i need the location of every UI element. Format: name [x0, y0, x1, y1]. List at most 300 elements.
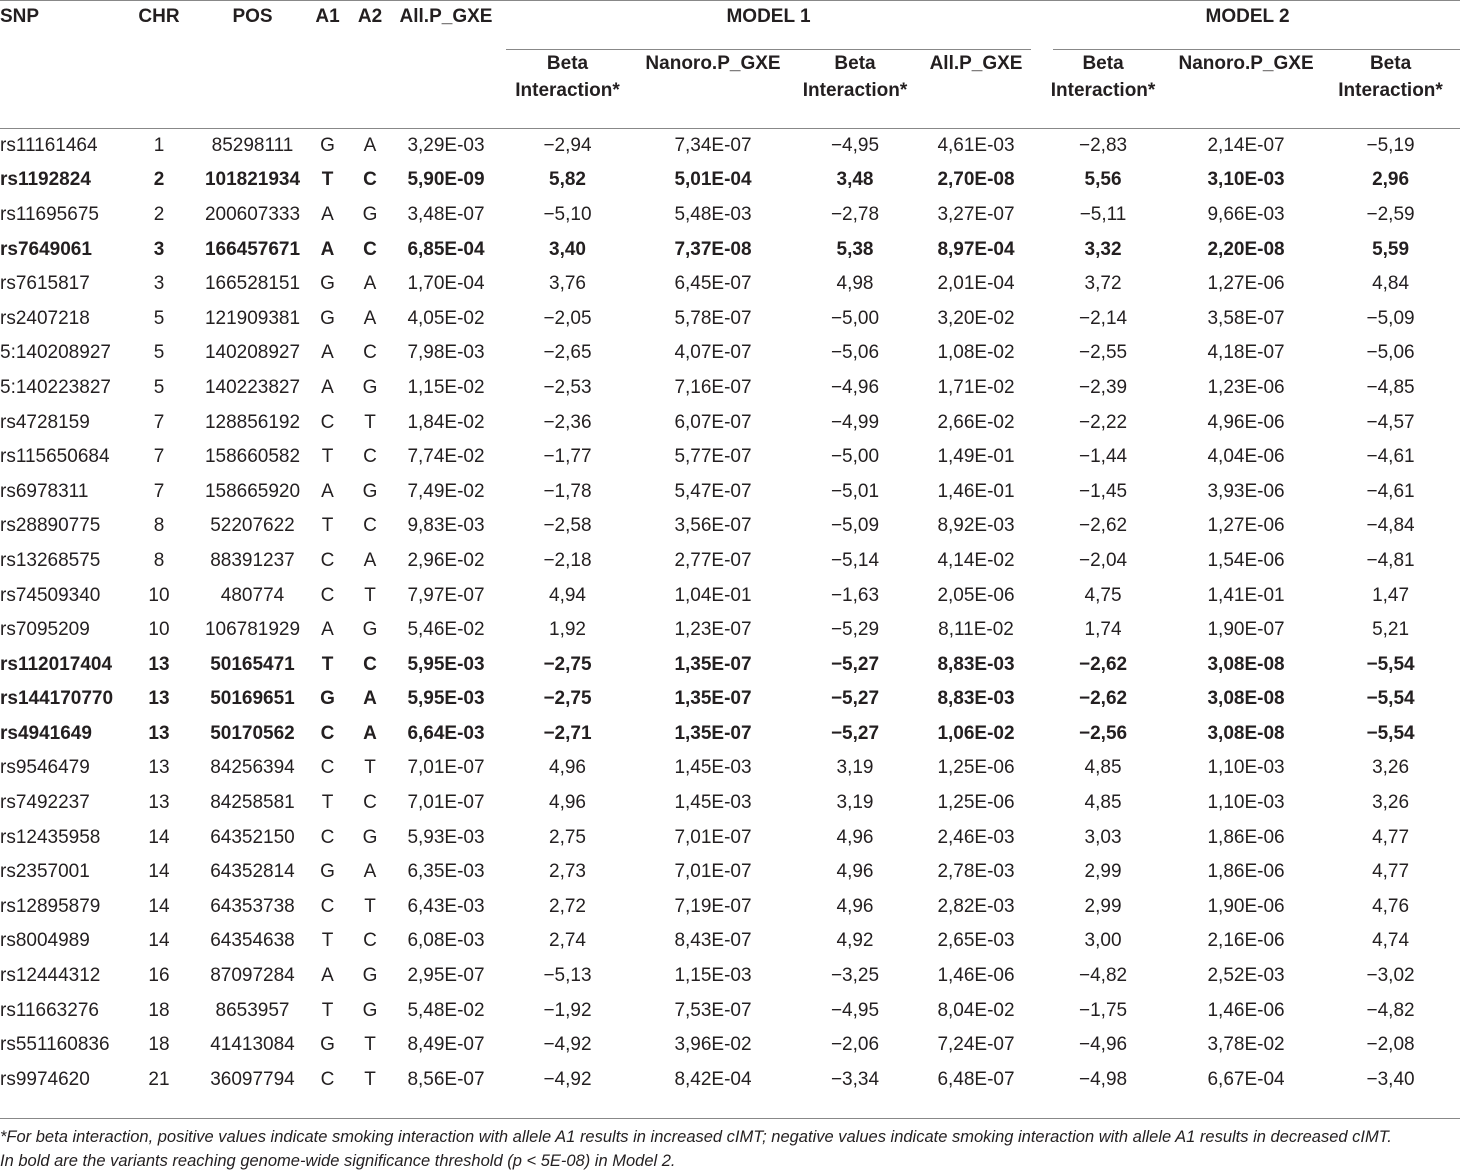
- cell-snp: 5:140208927: [0, 342, 111, 364]
- cell-pos: 8653957: [215, 999, 290, 1021]
- cell-m2-beta2: −5,54: [1366, 653, 1415, 675]
- m1-nanoro-header: Nanoro.P_GXE: [645, 53, 781, 74]
- cell-m1-beta1: 2,73: [549, 861, 586, 883]
- cell-m2-nanoro: 3,10E-03: [1207, 169, 1285, 191]
- cell-a2: T: [364, 584, 376, 606]
- cell-a1: T: [321, 169, 334, 191]
- cell-m1-beta1: −2,71: [543, 722, 592, 744]
- cell-m2-beta2: 5,59: [1372, 238, 1410, 260]
- cell-a1: A: [321, 203, 334, 225]
- cell-m1-beta2: −5,29: [830, 619, 880, 641]
- cell-chr: 14: [148, 826, 170, 848]
- cell-m1-beta1: −4,92: [543, 1034, 592, 1056]
- group-header-model2: [1035, 6, 1460, 50]
- cell-m1-beta1: −2,05: [543, 307, 592, 329]
- cell-m1-all: 1,46E-06: [937, 965, 1015, 987]
- cell-a1: C: [320, 1068, 335, 1090]
- cell-a1: T: [321, 446, 334, 468]
- cell-m1-all: 3,20E-02: [937, 307, 1015, 329]
- cell-m2-beta2: −5,06: [1366, 342, 1415, 364]
- cell-a2: A: [363, 273, 377, 295]
- cell-m2-nanoro: 3,78E-02: [1207, 1034, 1285, 1056]
- cell-m1-beta1: −2,75: [543, 688, 592, 710]
- cell-m1-all: 1,06E-02: [937, 722, 1015, 744]
- cell-m1-beta1: −2,36: [543, 411, 592, 433]
- cell-a2: G: [362, 826, 378, 848]
- table-row: [0, 336, 1460, 371]
- cell-pos: 50169651: [210, 688, 295, 710]
- cell-m2-beta1: −2,62: [1079, 688, 1128, 710]
- cell-m2-beta1: −2,55: [1079, 342, 1128, 364]
- cell-m1-nanoro: 3,56E-07: [674, 515, 752, 537]
- cell-a2: A: [363, 722, 377, 744]
- cell-a2: C: [363, 446, 377, 468]
- cell-snp: rs8004989: [0, 930, 90, 952]
- cell-m1-beta1: 2,72: [549, 895, 586, 917]
- cell-m1-beta1: −1,92: [543, 999, 592, 1021]
- cell-pos: 64352150: [210, 826, 295, 848]
- cell-m2-beta2: −2,59: [1366, 203, 1415, 225]
- cell-chr: 10: [148, 619, 170, 641]
- model2-label: MODEL 2: [1205, 6, 1290, 27]
- m2-beta2-header: Beta Interaction*: [1338, 53, 1443, 101]
- cell-snp: rs12444312: [0, 965, 101, 987]
- cell-m2-nanoro: 1,23E-06: [1207, 376, 1285, 398]
- cell-a2: A: [363, 688, 377, 710]
- cell-m1-all: 1,71E-02: [937, 376, 1015, 398]
- cell-a2: G: [362, 999, 378, 1021]
- cell-m2-nanoro: 1,54E-06: [1207, 549, 1285, 571]
- cell-m2-beta2: 4,74: [1372, 930, 1410, 952]
- cell-m2-beta2: −3,40: [1366, 1068, 1415, 1090]
- cell-m1-beta2: −2,78: [830, 203, 880, 225]
- cell-m1-beta1: −5,10: [543, 203, 592, 225]
- col-header-a1: A1: [315, 6, 340, 27]
- cell-all-p: 1,15E-02: [407, 376, 485, 398]
- cell-a1: T: [321, 653, 334, 675]
- cell-m1-nanoro: 8,43E-07: [674, 930, 752, 952]
- cell-m2-beta1: 2,99: [1084, 861, 1122, 883]
- cell-m2-nanoro: 4,96E-06: [1207, 411, 1285, 433]
- cell-chr: 8: [153, 549, 165, 571]
- cell-m1-beta1: −2,75: [543, 653, 592, 675]
- cell-snp: rs7649061: [0, 238, 92, 260]
- table-row: [0, 578, 1460, 613]
- cell-snp: rs9546479: [0, 757, 90, 779]
- cell-m1-nanoro: 1,35E-07: [674, 722, 752, 744]
- cell-m1-beta1: 1,92: [549, 619, 586, 641]
- cell-chr: 13: [148, 757, 170, 779]
- cell-m2-nanoro: 3,58E-07: [1207, 307, 1285, 329]
- footer-rule: [0, 1118, 1460, 1119]
- table-row: [0, 405, 1460, 440]
- cell-m1-nanoro: 4,07E-07: [674, 342, 752, 364]
- cell-all-p: 5,90E-09: [407, 169, 485, 191]
- cell-a1: C: [320, 722, 335, 744]
- cell-m2-beta1: −2,62: [1079, 515, 1128, 537]
- group-header-model1: [502, 6, 1035, 50]
- cell-pos: 41413084: [210, 1034, 295, 1056]
- cell-m2-beta2: −5,09: [1366, 307, 1415, 329]
- cell-all-p: 6,43E-03: [407, 895, 485, 917]
- cell-m1-all: 2,46E-03: [937, 826, 1015, 848]
- cell-a1: C: [320, 411, 335, 433]
- cell-a1: A: [321, 376, 334, 398]
- cell-m2-nanoro: 2,16E-06: [1207, 930, 1285, 952]
- cell-m2-nanoro: 1,46E-06: [1207, 999, 1285, 1021]
- cell-m1-nanoro: 1,15E-03: [674, 965, 752, 987]
- cell-chr: 13: [148, 792, 170, 814]
- footnote-1: *For beta interaction, positive values indicate smoking interaction with allele A1 results in increased cIMT; negative values indicate smoking interaction with allele A1 results in decreased cIMT.: [0, 1128, 1392, 1146]
- cell-m1-all: 2,65E-03: [937, 930, 1015, 952]
- cell-a2: A: [363, 134, 377, 156]
- cell-m1-beta1: 5,82: [549, 169, 586, 191]
- cell-m1-beta2: −5,27: [830, 653, 880, 675]
- cell-chr: 8: [153, 515, 165, 537]
- cell-snp: rs12895879: [0, 895, 101, 917]
- cell-a1: A: [320, 238, 335, 260]
- cell-m1-beta1: 2,74: [549, 930, 586, 952]
- cell-pos: 480774: [220, 584, 285, 606]
- cell-m2-beta1: 5,56: [1084, 169, 1122, 191]
- cell-m1-beta2: −5,14: [830, 549, 880, 571]
- table-row: [0, 959, 1460, 994]
- cell-a1: C: [320, 549, 335, 571]
- cell-m2-nanoro: 3,08E-08: [1207, 688, 1285, 710]
- model2-underline: [1053, 49, 1460, 50]
- table-row: [0, 128, 1460, 163]
- m1-beta2-header: Beta Interaction*: [802, 53, 908, 101]
- cell-m2-beta2: −3,02: [1366, 965, 1415, 987]
- cell-pos: 85298111: [211, 134, 294, 156]
- cell-m1-nanoro: 3,96E-02: [674, 1034, 752, 1056]
- cell-m1-beta1: −5,13: [543, 965, 592, 987]
- cell-m2-nanoro: 3,08E-08: [1207, 653, 1285, 675]
- cell-m1-beta1: −2,53: [543, 376, 592, 398]
- m1-allp-header: All.P_GXE: [929, 53, 1023, 74]
- cell-m2-beta2: 3,26: [1372, 792, 1410, 814]
- cell-pos: 166528151: [204, 273, 301, 295]
- table-row: [0, 267, 1460, 302]
- cell-all-p: 5,93E-03: [407, 826, 485, 848]
- cell-snp: rs28890775: [0, 515, 101, 537]
- table-row: [0, 751, 1460, 786]
- cell-m1-nanoro: 5,77E-07: [674, 446, 752, 468]
- cell-m1-nanoro: 5,01E-04: [674, 169, 752, 191]
- cell-m1-beta2: −3,34: [830, 1068, 880, 1090]
- cell-m2-nanoro: 1,41E-01: [1207, 584, 1285, 606]
- cell-a1: A: [321, 965, 334, 987]
- cell-pos: 101821934: [204, 169, 301, 191]
- cell-m1-beta1: −1,77: [543, 446, 592, 468]
- cell-a2: C: [363, 653, 377, 675]
- cell-snp: rs2407218: [0, 307, 90, 329]
- cell-a1: G: [320, 1034, 335, 1056]
- cell-snp: rs7492237: [0, 792, 90, 814]
- cell-m2-beta1: −2,39: [1079, 376, 1128, 398]
- cell-a2: G: [362, 619, 378, 641]
- cell-all-p: 8,56E-07: [407, 1068, 485, 1090]
- cell-a1: C: [320, 584, 335, 606]
- cell-m2-beta1: 4,75: [1084, 584, 1122, 606]
- cell-m2-beta1: 3,03: [1084, 826, 1122, 848]
- cell-m2-beta1: −4,96: [1079, 1034, 1128, 1056]
- cell-m2-beta2: −5,54: [1366, 722, 1415, 744]
- cell-m2-beta1: 3,72: [1084, 273, 1122, 295]
- table-row: [0, 163, 1460, 198]
- cell-m1-nanoro: 7,01E-07: [674, 826, 752, 848]
- cell-snp: rs551160836: [0, 1034, 110, 1056]
- cell-a2: G: [362, 376, 378, 398]
- cell-a1: G: [320, 134, 335, 156]
- cell-chr: 3: [153, 273, 165, 295]
- cell-a2: C: [363, 169, 377, 191]
- cell-pos: 52207622: [210, 515, 295, 537]
- cell-m2-nanoro: 1,27E-06: [1207, 515, 1285, 537]
- cell-a1: C: [320, 826, 335, 848]
- cell-a2: T: [364, 1068, 376, 1090]
- cell-m2-beta2: −5,54: [1366, 688, 1415, 710]
- cell-m2-beta1: −1,45: [1079, 480, 1128, 502]
- table-row: [0, 924, 1460, 959]
- cell-m2-nanoro: 4,04E-06: [1207, 446, 1285, 468]
- table-row: [0, 682, 1460, 717]
- col-header-chr: CHR: [138, 6, 180, 27]
- cell-m1-nanoro: 7,16E-07: [674, 376, 752, 398]
- cell-m2-beta2: −5,19: [1366, 134, 1415, 156]
- cell-all-p: 7,97E-07: [407, 584, 485, 606]
- cell-all-p: 7,01E-07: [407, 792, 485, 814]
- cell-all-p: 7,74E-02: [407, 446, 485, 468]
- cell-a2: T: [364, 1034, 376, 1056]
- cell-a2: G: [362, 480, 378, 502]
- cell-chr: 18: [148, 999, 170, 1021]
- cell-m2-beta1: 4,85: [1084, 757, 1122, 779]
- cell-a1: G: [320, 307, 335, 329]
- cell-m1-nanoro: 7,34E-07: [674, 134, 752, 156]
- cell-m2-beta1: −2,22: [1079, 411, 1128, 433]
- cell-m1-all: 8,04E-02: [937, 999, 1015, 1021]
- cell-pos: 166457671: [204, 238, 301, 260]
- m2-beta-header: Beta Interaction*: [1050, 53, 1156, 101]
- cell-m1-nanoro: 1,35E-07: [674, 688, 752, 710]
- cell-m1-all: 4,61E-03: [937, 134, 1015, 156]
- cell-all-p: 5,48E-02: [407, 999, 485, 1021]
- cell-snp: rs7095209: [0, 619, 90, 641]
- cell-a2: G: [362, 203, 378, 225]
- table-row: [0, 613, 1460, 648]
- cell-chr: 5: [153, 307, 165, 329]
- cell-a2: C: [363, 515, 377, 537]
- cell-snp: rs1192824: [0, 169, 91, 191]
- cell-m1-beta1: 4,94: [549, 584, 586, 606]
- cell-a2: T: [364, 895, 376, 917]
- table-row: [0, 786, 1460, 821]
- cell-chr: 2: [153, 169, 165, 191]
- cell-all-p: 3,29E-03: [407, 134, 485, 156]
- table-row: [0, 509, 1460, 544]
- cell-m2-nanoro: 2,14E-07: [1207, 134, 1285, 156]
- cell-a2: T: [364, 757, 376, 779]
- table-row: [0, 198, 1460, 233]
- cell-all-p: 1,84E-02: [407, 411, 485, 433]
- cell-m1-nanoro: 7,53E-07: [674, 999, 752, 1021]
- cell-m1-all: 2,01E-04: [937, 273, 1015, 295]
- cell-m2-beta1: −5,11: [1079, 203, 1127, 225]
- cell-m1-all: 2,82E-03: [937, 895, 1015, 917]
- cell-all-p: 9,83E-03: [407, 515, 485, 537]
- table-row: [0, 232, 1460, 267]
- cell-all-p: 6,85E-04: [407, 238, 485, 260]
- cell-m2-nanoro: 9,66E-03: [1207, 203, 1285, 225]
- cell-m2-beta2: 3,26: [1372, 757, 1410, 779]
- cell-pos: 158665920: [204, 480, 301, 502]
- cell-m1-beta2: −5,01: [830, 480, 880, 502]
- cell-m2-beta1: −2,56: [1079, 722, 1128, 744]
- cell-m1-beta2: −2,06: [830, 1034, 880, 1056]
- cell-m2-beta2: −4,57: [1366, 411, 1415, 433]
- cell-all-p: 2,95E-07: [407, 965, 485, 987]
- cell-chr: 7: [153, 411, 165, 433]
- cell-pos: 36097794: [210, 1068, 295, 1090]
- cell-a2: C: [363, 792, 377, 814]
- cell-pos: 121909381: [204, 307, 301, 329]
- cell-m2-nanoro: 1,86E-06: [1207, 826, 1285, 848]
- snp-results-table: [0, 6, 1460, 1097]
- cell-pos: 64352814: [210, 861, 295, 883]
- cell-a2: T: [364, 411, 376, 433]
- cell-m2-nanoro: 1,27E-06: [1207, 273, 1285, 295]
- cell-m2-beta2: −4,85: [1366, 376, 1415, 398]
- cell-m2-beta1: −1,44: [1079, 446, 1128, 468]
- cell-m2-nanoro: 3,93E-06: [1207, 480, 1285, 502]
- cell-chr: 5: [153, 342, 165, 364]
- cell-m2-nanoro: 1,90E-07: [1207, 619, 1285, 641]
- cell-m1-beta2: 3,19: [836, 757, 874, 779]
- cell-chr: 10: [148, 584, 170, 606]
- cell-a1: A: [321, 342, 334, 364]
- cell-m1-nanoro: 5,78E-07: [674, 307, 752, 329]
- cell-chr: 14: [148, 895, 170, 917]
- cell-m1-beta2: 4,96: [836, 861, 874, 883]
- cell-snp: rs4728159: [0, 411, 90, 433]
- cell-m2-beta1: 1,74: [1084, 619, 1122, 641]
- cell-pos: 87097284: [210, 965, 295, 987]
- cell-all-p: 7,49E-02: [407, 480, 485, 502]
- cell-m1-nanoro: 1,23E-07: [674, 619, 752, 641]
- cell-snp: rs2357001: [0, 861, 90, 883]
- cell-pos: 158660582: [204, 446, 301, 468]
- table-row: [0, 647, 1460, 682]
- cell-m1-beta2: −4,99: [830, 411, 880, 433]
- cell-m1-nanoro: 6,45E-07: [674, 273, 752, 295]
- cell-m1-all: 1,25E-06: [937, 792, 1015, 814]
- table-row: [0, 717, 1460, 752]
- cell-m1-beta2: −5,00: [830, 446, 880, 468]
- table-row: [0, 1028, 1460, 1063]
- cell-m2-beta2: 4,76: [1372, 895, 1410, 917]
- cell-m1-beta2: −5,27: [830, 688, 880, 710]
- cell-m1-beta2: 4,92: [836, 930, 874, 952]
- cell-chr: 13: [148, 722, 170, 744]
- cell-chr: 16: [148, 965, 170, 987]
- cell-snp: rs115650684: [0, 446, 110, 468]
- cell-snp: rs4941649: [0, 722, 92, 744]
- cell-m1-beta2: 3,48: [836, 169, 874, 191]
- cell-all-p: 1,70E-04: [407, 273, 485, 295]
- cell-m1-beta2: −5,27: [830, 722, 880, 744]
- table-row: [0, 890, 1460, 925]
- cell-all-p: 2,96E-02: [407, 549, 485, 571]
- cell-a1: G: [320, 688, 335, 710]
- cell-chr: 14: [148, 861, 170, 883]
- cell-chr: 21: [148, 1068, 170, 1090]
- cell-m1-beta1: 3,76: [549, 273, 586, 295]
- cell-all-p: 5,46E-02: [407, 619, 485, 641]
- cell-m2-beta1: 2,99: [1084, 895, 1122, 917]
- cell-m1-nanoro: 1,04E-01: [674, 584, 752, 606]
- cell-m1-beta1: −4,92: [543, 1068, 592, 1090]
- cell-m1-beta1: −2,58: [543, 515, 592, 537]
- cell-m2-nanoro: 3,08E-08: [1207, 722, 1285, 744]
- cell-m1-nanoro: 7,01E-07: [674, 861, 752, 883]
- cell-m2-beta2: −2,08: [1366, 1034, 1415, 1056]
- cell-m1-beta1: −1,78: [543, 480, 592, 502]
- model1-underline: [506, 49, 1031, 50]
- cell-m1-all: 1,08E-02: [937, 342, 1015, 364]
- cell-all-p: 8,49E-07: [407, 1034, 485, 1056]
- cell-m1-nanoro: 1,35E-07: [674, 653, 752, 675]
- cell-m1-all: 2,66E-02: [937, 411, 1015, 433]
- table-row: [0, 1063, 1460, 1098]
- cell-m2-beta2: 5,21: [1372, 619, 1410, 641]
- cell-m1-all: 2,05E-06: [937, 584, 1015, 606]
- cell-pos: 140223827: [204, 376, 301, 398]
- table-row: [0, 544, 1460, 579]
- cell-chr: 1: [153, 134, 165, 156]
- header-row-2: [0, 50, 1460, 128]
- cell-m2-beta1: −2,14: [1079, 307, 1128, 329]
- cell-a2: G: [362, 965, 378, 987]
- col-header-pos: POS: [232, 6, 273, 27]
- cell-m2-nanoro: 1,10E-03: [1207, 792, 1285, 814]
- cell-snp: rs74509340: [0, 584, 101, 606]
- cell-m1-all: 1,46E-01: [937, 480, 1015, 502]
- cell-m1-beta2: −3,25: [830, 965, 880, 987]
- cell-pos: 64354638: [210, 930, 295, 952]
- cell-m1-beta2: −5,00: [830, 307, 880, 329]
- cell-all-p: 3,48E-07: [407, 203, 485, 225]
- cell-pos: 140208927: [204, 342, 301, 364]
- cell-m1-nanoro: 8,42E-04: [674, 1068, 752, 1090]
- cell-a2: C: [363, 238, 377, 260]
- cell-m1-beta2: 4,98: [836, 273, 874, 295]
- cell-all-p: 5,95E-03: [407, 653, 485, 675]
- cell-m1-all: 8,11E-02: [938, 619, 1014, 641]
- cell-m1-nanoro: 7,19E-07: [674, 895, 752, 917]
- cell-snp: rs11161464: [0, 134, 98, 156]
- cell-pos: 50165471: [210, 653, 295, 675]
- cell-snp: rs12435958: [0, 826, 101, 848]
- cell-chr: 13: [148, 653, 170, 675]
- table-row: [0, 371, 1460, 406]
- cell-m2-nanoro: 2,20E-08: [1207, 238, 1285, 260]
- cell-m2-beta2: −4,82: [1366, 999, 1415, 1021]
- cell-m1-beta2: −1,63: [830, 584, 880, 606]
- cell-chr: 2: [153, 203, 165, 225]
- cell-m1-nanoro: 1,45E-03: [674, 792, 752, 814]
- cell-m2-beta2: 1,47: [1372, 584, 1410, 606]
